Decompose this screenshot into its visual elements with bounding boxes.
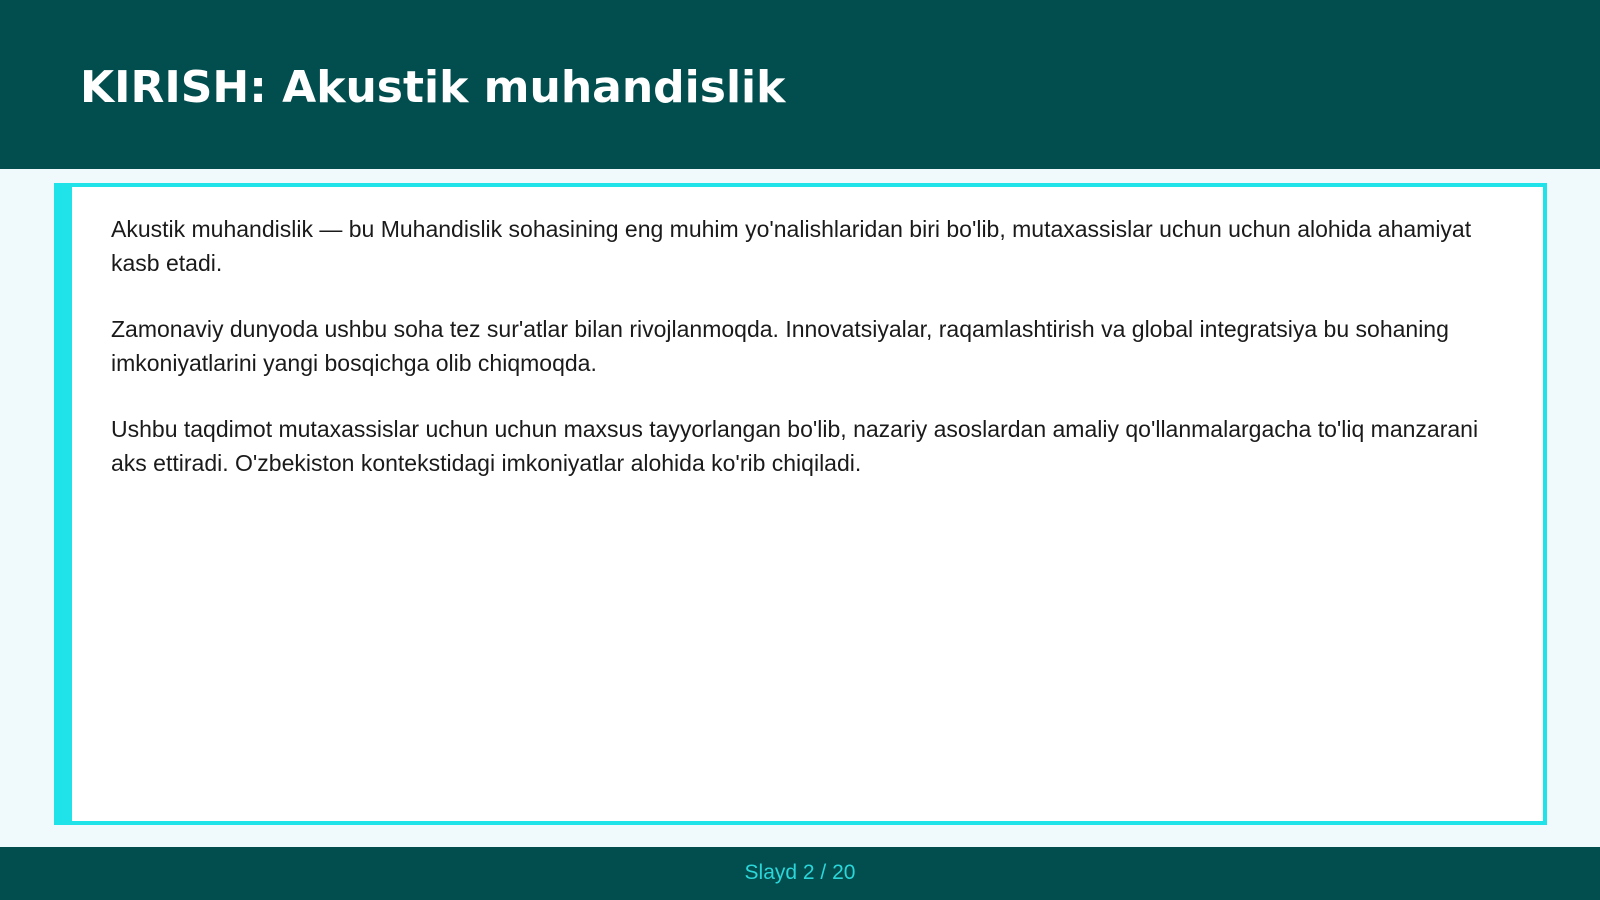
intro-paragraph-1: Akustik muhandislik — bu Muhandislik sohasining eng muhim yo'nalishlaridan biri bo'lib, mutaxassislar uchun uchun alohida ahamiyat kasb etadi. <box>111 216 1472 276</box>
intro-paragraph-2: Zamonaviy dunyoda ushbu soha tez sur'atlar bilan rivojlanmoqda. Innovatsiyalar, raqamlashtirish va global integratsiya bu sohaning imkoniyatlarini yangi bosqichga olib chiqmoqda. <box>111 316 1449 376</box>
intro-paragraph-3: Ushbu taqdimot mutaxassislar uchun uchun maxsus tayyorlangan bo'lib, nazariy asoslardan amaliy qo'llanmalargacha to'liq manzarani aks ettiradi. O'zbekiston kontekstidagi imkoniyatlar alohida ko'rib chiqiladi. <box>111 416 1479 476</box>
slide-footer <box>0 847 1600 900</box>
slide-header <box>0 0 1600 169</box>
slide-counter: Slayd 2 / 20 <box>744 861 856 884</box>
slide-body-text <box>111 212 1511 512</box>
slide-title: KIRISH: Akustik muhandislik <box>80 62 786 113</box>
